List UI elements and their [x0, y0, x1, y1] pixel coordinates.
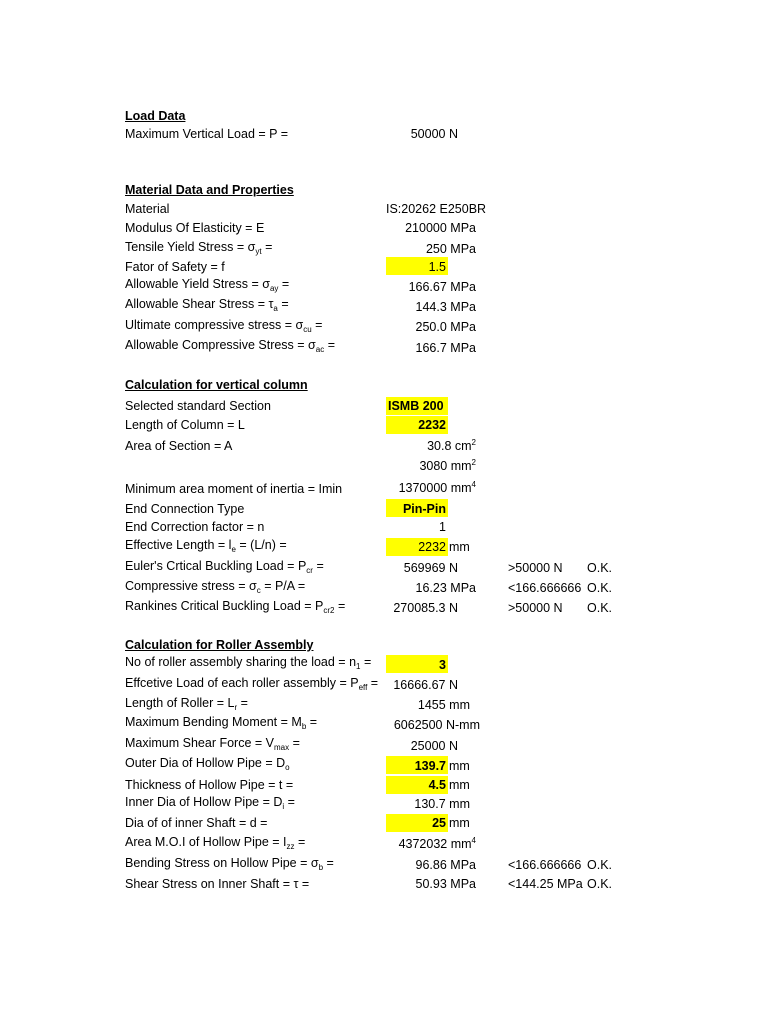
end-corr-value: 1 [439, 520, 446, 534]
d-value[interactable]: 25 [432, 816, 446, 830]
vmax-value: 25000 N [410, 739, 458, 753]
euler-compare: >50000 N [508, 561, 563, 575]
lr-value: 1455 mm [417, 698, 470, 712]
end-corr-label: End Correction factor = n [125, 520, 265, 534]
eff-len-label: Effective Length = $l_e = (L/n)$ = [125, 538, 287, 554]
max-load-label: Maximum Vertical Load = P = [125, 127, 289, 141]
section-value[interactable]: ISMB 200 [388, 399, 444, 413]
rankine-label: Rankines Critical Buckling Load = $P_{cr2}$ = [125, 599, 346, 615]
material-label: Material [125, 202, 170, 216]
bend-value: 96.86 MPa [415, 858, 476, 872]
t-unit: mm [449, 778, 470, 792]
area-cm-value: 30.8 $cm^2$ [427, 438, 476, 453]
eff-len-value[interactable]: 2232 [418, 540, 446, 554]
euler-label: Euler's Crtical Buckling Load = $P_{cr}$ = [125, 559, 324, 575]
length-value[interactable]: 2232 [418, 418, 446, 432]
ult-comp-label: Ultimate compressive stress = $\sigma_{cu}$ = [125, 318, 323, 334]
allow-shear-value: 144.3 MPa [415, 300, 476, 314]
material-value: IS:20262 E250BR [386, 202, 487, 216]
modulus-label: Modulus Of Elasticity = E [125, 221, 265, 235]
shear-value: 50.93 MPa [415, 877, 476, 891]
mb-value: 6062500 N-mm [393, 718, 480, 732]
eff-len-unit: mm [449, 540, 470, 554]
d-label: Dia of of inner Shaft = d = [125, 816, 268, 830]
euler-ok: O.K. [587, 561, 613, 575]
shear-ok: O.K. [587, 877, 613, 891]
izz-label: Area M.O.I of Hollow Pipe = $I_{zz}$ = [125, 835, 306, 851]
mb-label: Maximum Bending Moment = $M_b$ = [125, 715, 318, 731]
comp-stress-label: Compressive stress = $\sigma_c = P/A$ = [125, 579, 306, 595]
rankine-ok: O.K. [587, 601, 613, 615]
do-label: Outer Dia of Hollow Pipe = $D_o$ [125, 756, 290, 772]
allow-comp-value: 166.7 MPa [415, 341, 476, 355]
shear-compare: <144.25 MPa [508, 877, 583, 891]
load-data-heading: Load Data [125, 109, 186, 123]
bend-label: Bending Stress on Hollow Pipe = $\sigma_b$ = [125, 856, 334, 872]
lr-label: Length of Roller = $L_r$ = [125, 696, 248, 712]
allow-comp-label: Allowable Compressive Stress = $\sigma_{ac}$ = [125, 338, 336, 354]
imin-value: 1370000 $mm^4$ [398, 480, 476, 495]
max-load-value: 50000 N [410, 127, 458, 141]
rankine-value: 270085.3 N [393, 601, 458, 615]
do-value[interactable]: 139.7 [414, 759, 446, 773]
do-unit: mm [449, 759, 470, 773]
di-value: 130.7 mm [414, 797, 470, 811]
t-value[interactable]: 4.5 [428, 778, 446, 792]
ult-comp-value: 250.0 MPa [415, 320, 476, 334]
comp-stress-value: 16.23 MPa [415, 581, 476, 595]
shear-label: Shear Stress on Inner Shaft = τ = [125, 877, 310, 891]
izz-value: 4372032 $mm^4$ [398, 836, 476, 851]
euler-value: 569969 N [403, 561, 458, 575]
n1-value[interactable]: 3 [439, 658, 446, 672]
allow-shear-label: Allowable Shear Stress = $\tau_a$ = [125, 297, 289, 313]
comp-stress-ok: O.K. [587, 581, 613, 595]
material-heading: Material Data and Properties [125, 183, 294, 197]
d-unit: mm [449, 816, 470, 830]
end-conn-value[interactable]: Pin-Pin [402, 502, 446, 516]
length-label: Length of Column = L [125, 418, 245, 432]
t-label: Thickness of Hollow Pipe = t = [125, 778, 294, 792]
end-conn-label: End Connection Type [125, 502, 245, 516]
bend-compare: <166.666666 [508, 858, 582, 872]
peff-label: Effcetive Load of each roller assembly = $P_{eff}$ = [125, 676, 379, 692]
section-label: Selected standard Section [125, 399, 271, 413]
fos-label: Fator of Safety = f [125, 260, 225, 274]
fos-value[interactable]: 1.5 [428, 260, 446, 274]
allow-yield-label: Allowable Yield Stress = $\sigma_{ay}$ = [125, 277, 290, 293]
tensile-label: Tensile Yield Stress = $\sigma_{yt}$ = [125, 240, 273, 256]
di-label: Inner Dia of Hollow Pipe = $D_i$ = [125, 795, 295, 811]
imin-label: Minimum area moment of inertia = Imin [125, 482, 343, 496]
area-label: Area of Section = A [125, 439, 233, 453]
tensile-value: 250 MPa [425, 242, 476, 256]
peff-value: 16666.67 N [393, 678, 458, 692]
n1-label: No of roller assembly sharing the load = $n_1$ = [125, 655, 372, 671]
vmax-label: Maximum Shear Force = $V_{max}$ = [125, 736, 300, 752]
bend-ok: O.K. [587, 858, 613, 872]
column-heading: Calculation for vertical column [125, 378, 308, 392]
modulus-value: 210000 MPa [405, 221, 476, 235]
rankine-compare: >50000 N [508, 601, 563, 615]
allow-yield-value: 166.67 MPa [408, 280, 476, 294]
comp-stress-compare: <166.666666 [508, 581, 582, 595]
roller-heading: Calculation for Roller Assembly [125, 638, 314, 652]
area-mm-value: 3080 $mm^2$ [419, 458, 476, 473]
